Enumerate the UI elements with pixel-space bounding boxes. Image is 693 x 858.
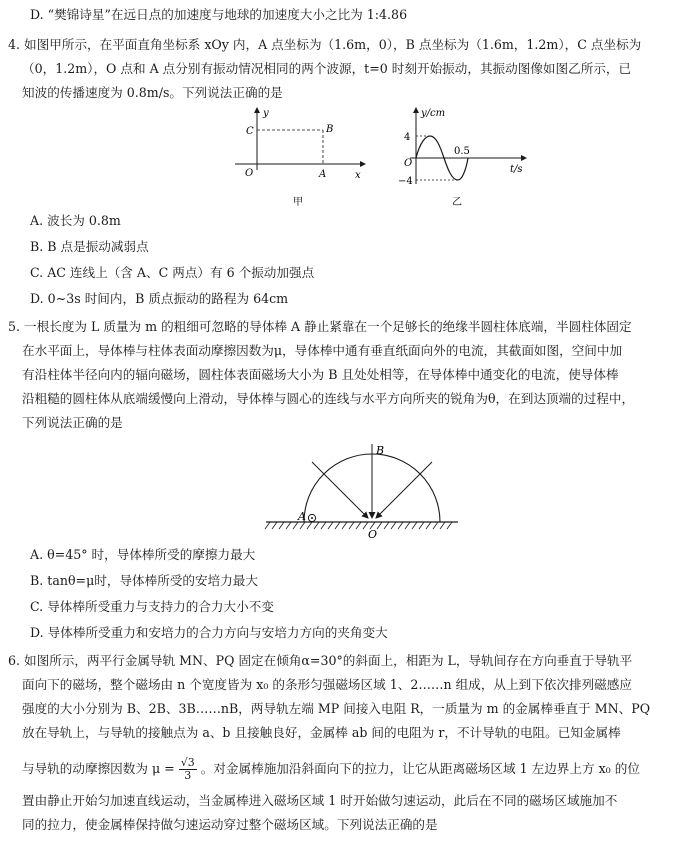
q5-hatch-mark <box>314 522 319 529</box>
q4-option-a: A. 波长为 0.8m <box>30 213 121 228</box>
q5-label-a: A <box>298 510 306 523</box>
q5-hatch-mark <box>321 522 326 529</box>
q6-line5-after: 。对金属棒施加沿斜面向下的拉力，让它从距离磁场区域 1 左边界上方 x₀ 的位 <box>200 761 640 776</box>
q6-frac-denominator: 3 <box>184 769 192 782</box>
q5-hatch-mark <box>398 522 403 529</box>
q5-hatch-mark <box>391 522 396 529</box>
q4-option-d: D. 0~3s 时间内，B 质点振动的路程为 64cm <box>30 291 289 306</box>
q6-line5-before: 与导轨的动摩擦因数为 μ = <box>22 761 175 776</box>
q5-hatch-mark <box>440 522 445 529</box>
q5-hatch-mark <box>307 522 312 529</box>
q5-ground-hatch <box>265 522 452 529</box>
q6-stem-line-5 <box>22 756 688 782</box>
q5-hatch-mark <box>377 522 382 529</box>
q6-frac-numerator: √3 <box>180 756 195 769</box>
jia-point-c: C <box>246 126 254 137</box>
yi-tick-neg: −4 <box>398 176 413 187</box>
q5-hatch-mark <box>447 522 452 529</box>
q5-hatch-mark <box>335 522 340 529</box>
q4-figure-jia <box>225 102 375 214</box>
q5-hatch-mark <box>384 522 389 529</box>
q5-option-a: A. θ=45° 时，导体棒所受的摩擦力最大 <box>30 547 256 562</box>
q5-hatch-mark <box>426 522 431 529</box>
q5-field-line-right <box>376 462 432 518</box>
q6-stem-line-3: 强度的大小分别为 B、2B、3B……nB，两导轨左端 MP 间接入电阻 R，一质量为 m 的金属棒垂直于 MN、PQ <box>22 701 651 716</box>
q5-hatch-mark <box>356 522 361 529</box>
q5-hatch-mark <box>349 522 354 529</box>
q5-stem-line-1: 5. 一根长度为 L 质量为 m 的粗细可忽略的导体棒 A 静止紧靠在一个足够长的绝缘半圆柱体底端，半圆柱体固定 <box>8 319 632 334</box>
q5-hatch-mark <box>279 522 284 529</box>
q5-hatch-mark <box>328 522 333 529</box>
q4-option-b: B. B 点是振动减弱点 <box>30 239 149 254</box>
jia-origin-label: O <box>245 168 254 179</box>
q6-stem-line-2: 面向下的磁场，整个磁场由 n 个宽度皆为 x₀ 的条形匀强磁场区域 1、2……n 组成，从上到下依次排列磁感应 <box>22 677 632 692</box>
yi-tick-t: 0.5 <box>454 146 470 157</box>
q5-hatch-mark <box>342 522 347 529</box>
q4-stem-line-2: （0，1.2m），O 点和 A 点分别有振动情况相同的两个波源，t=0 时刻开始振动，其振动图像如图乙所示，已 <box>22 61 632 76</box>
q5-label-b: B <box>376 444 385 457</box>
q5-hatch-mark <box>272 522 277 529</box>
q5-hatch-mark <box>412 522 417 529</box>
q5-option-b: B. tanθ=μ时，导体棒所受的安培力最大 <box>30 573 258 588</box>
q5-stem-line-2: 在水平面上，导体棒与柱体表面动摩擦因数为μ，导体棒中通有垂直纸面向外的电流，其截面如图，空间中加 <box>22 343 623 358</box>
q4-figure-yi <box>388 102 538 214</box>
yi-origin-label: O <box>404 158 413 169</box>
q5-option-c: C. 导体棒所受重力与支持力的合力大小不变 <box>30 599 274 614</box>
q6-mu-fraction <box>179 757 197 782</box>
q4-stem-line-1: 4. 如图甲所示，在平面直角坐标系 xOy 内，A 点坐标为（1.6m，0），B 点坐标为（1.6m，1.2m），C 点坐标为 <box>8 37 642 52</box>
q5-label-o: O <box>368 528 378 541</box>
q5-stem-line-4: 沿粗糙的圆柱体从底端缓慢向上滑动，导体棒与圆心的连线与水平方向所夹的锐角为θ，在到达顶端的过程中， <box>22 391 635 406</box>
q5-hatch-mark <box>300 522 305 529</box>
q5-option-d: D. 导体棒所受重力和安培力的合力方向与安培力方向的夹角变大 <box>30 625 388 640</box>
yi-tick-pos: 4 <box>404 132 411 143</box>
q5-hatch-mark <box>405 522 410 529</box>
q4-stem-line-3: 知波的传播速度为 0.8m/s。下列说法正确的是 <box>22 85 283 100</box>
jia-caption: 甲 <box>293 197 303 208</box>
q5-stem-line-5: 下列说法正确的是 <box>22 415 123 430</box>
jia-y-label: y <box>263 108 269 119</box>
q6-stem-line-1: 6. 如图所示，两平行金属导轨 MN、PQ 固定在倾角α=30°的斜面上，相距为 L，导轨间存在方向垂直于导轨平 <box>8 653 633 668</box>
yi-t-label: t/s <box>510 164 523 175</box>
q5-hatch-mark <box>293 522 298 529</box>
q4-option-c: C. AC 连线上（含 A、C 两点）有 6 个振动加强点 <box>30 265 315 280</box>
q5-figure <box>262 438 462 542</box>
yi-caption: 乙 <box>452 197 462 208</box>
q6-stem-line-6: 置由静止开始匀加速直线运动，当金属棒进入磁场区域 1 时开始做匀速运动，此后在不同的磁场区域施加不 <box>22 793 618 808</box>
q5-hatch-mark <box>286 522 291 529</box>
jia-point-a: A <box>319 169 327 180</box>
q6-stem-line-4: 放在导轨上，与导轨的接触点为 a、b 且接触良好，金属棒 ab 间的电阻为 r，不计导轨的电阻。已知金属棒 <box>22 725 621 740</box>
q3-option-d: D. “樊锦诗星”在远日点的加速度与地球的加速度大小之比为 1:4.86 <box>30 7 408 22</box>
q5-hatch-mark <box>265 522 270 529</box>
q5-hatch-mark <box>433 522 438 529</box>
q6-stem-line-7: 同的拉力，使金属棒保持做匀速运动穿过整个磁场区域。下列说法正确的是 <box>22 817 438 832</box>
yi-y-label: y/cm <box>421 108 446 119</box>
q5-field-line-left <box>312 462 368 518</box>
q5-conductor-a-dot <box>311 517 313 519</box>
q5-hatch-mark <box>419 522 424 529</box>
jia-x-label: x <box>355 170 361 181</box>
jia-point-b: B <box>326 124 334 135</box>
q5-stem-line-3: 有沿柱体半径向内的辐向磁场，圆柱体表面磁场大小为 B 且处处相等，在导体棒中通变化的电流，使导体棒 <box>22 367 619 382</box>
